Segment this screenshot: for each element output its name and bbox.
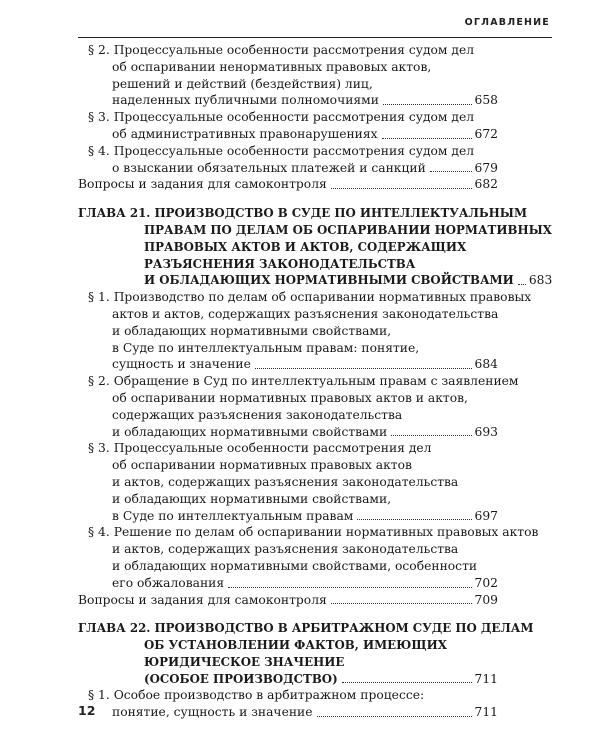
toc-page-number: 709 xyxy=(474,592,498,607)
section-gap xyxy=(78,193,498,205)
toc-page-number: 684 xyxy=(474,357,498,372)
toc-section-entry[interactable] xyxy=(78,109,498,143)
toc-line-text: в Суде по интеллектуальным правам: понятие, xyxy=(112,340,420,355)
toc-line-text: § 1. Производство по делам об оспаривании нормативных правовых xyxy=(88,290,532,305)
toc-page-number: 682 xyxy=(474,177,498,192)
toc-line-text: об оспаривании нормативных правовых актов xyxy=(112,458,412,473)
toc-line xyxy=(78,76,498,93)
toc-line xyxy=(78,592,498,609)
toc-line xyxy=(78,222,552,239)
toc-section-entry[interactable] xyxy=(78,373,519,440)
toc-review-entry[interactable] xyxy=(78,176,498,193)
dot-leader xyxy=(391,435,471,436)
toc-line-text: ГЛАВА 22. ПРОИЗВОДСТВО В АРБИТРАЖНОМ СУДЕ ПО ДЕЛАМ xyxy=(78,621,534,636)
toc-line-text: содержащих разъяснения законодательства xyxy=(112,407,403,422)
toc-section-entry[interactable] xyxy=(78,143,498,177)
toc-line xyxy=(78,289,532,306)
toc-line xyxy=(78,440,498,457)
toc-line xyxy=(78,356,498,373)
toc-line-text: ГЛАВА 21. ПРОИЗВОДСТВО В СУДЕ ПО ИНТЕЛЛЕКТУАЛЬНЫМ xyxy=(78,206,528,221)
toc-line xyxy=(78,457,498,474)
toc-line xyxy=(78,620,534,637)
toc-line xyxy=(78,654,498,671)
toc-line xyxy=(78,671,498,688)
toc-line xyxy=(78,390,498,407)
toc-line xyxy=(78,541,498,558)
dot-leader xyxy=(357,519,471,520)
dot-leader xyxy=(255,368,472,369)
toc-line-text: РАЗЪЯСНЕНИЯ ЗАКОНОДАТЕЛЬСТВА xyxy=(144,256,416,271)
toc-line xyxy=(78,205,528,222)
toc-chapter-entry[interactable] xyxy=(78,620,534,687)
toc-page-number: 711 xyxy=(474,671,498,686)
running-title: ОГЛАВЛЕНИЕ xyxy=(464,17,550,28)
toc-page-number: 711 xyxy=(474,705,498,720)
toc-line-text: и актов, содержащих разъяснения законодательства xyxy=(112,542,459,557)
toc-line-text: понятие, сущность и значение xyxy=(112,705,313,720)
toc-line-text: и обладающих нормативными свойствами, особенности xyxy=(112,558,478,573)
toc-page-number: 697 xyxy=(474,508,498,523)
toc-line xyxy=(78,474,498,491)
toc-section-entry[interactable] xyxy=(78,524,539,591)
toc-line-text: в Суде по интеллектуальным правам xyxy=(112,508,354,523)
toc-page-number: 693 xyxy=(474,424,498,439)
toc-line-text: его обжалования xyxy=(112,575,225,590)
toc-line xyxy=(78,637,498,654)
toc-line-text: Вопросы и задания для самоконтроля xyxy=(78,592,327,607)
toc-line xyxy=(78,143,498,160)
toc-line xyxy=(78,407,498,424)
dot-leader xyxy=(331,188,472,189)
toc-section-entry[interactable] xyxy=(78,687,498,721)
dot-leader xyxy=(342,682,472,683)
toc-line xyxy=(78,575,498,592)
toc-page-number: 672 xyxy=(474,126,498,141)
toc-line-text: об оспаривании нормативных правовых актов и актов, xyxy=(112,390,468,405)
toc-line-text: § 3. Процессуальные особенности рассмотрения судом дел xyxy=(88,110,475,125)
toc-line-text: ПРАВАМ ПО ДЕЛАМ ОБ ОСПАРИВАНИИ НОРМАТИВНЫХ xyxy=(144,222,552,237)
toc-section-entry[interactable] xyxy=(78,42,498,109)
toc-line xyxy=(78,42,498,59)
toc-line xyxy=(78,59,498,76)
page-number: 12 xyxy=(78,703,96,718)
toc-line-text: сущность и значение xyxy=(112,357,251,372)
toc-section-entry[interactable] xyxy=(78,440,498,524)
toc-line-text: наделенных публичными полномочиями xyxy=(112,93,379,108)
toc-line xyxy=(78,524,539,541)
toc-chapter-entry[interactable] xyxy=(78,205,553,289)
toc-page-number: 702 xyxy=(474,575,498,590)
toc-line-text: § 2. Обращение в Суд по интеллектуальным правам с заявлением xyxy=(88,374,519,389)
toc-line xyxy=(78,256,498,273)
toc-line-text: решений и действий (бездействия) лиц, xyxy=(112,76,373,91)
dot-leader xyxy=(383,104,472,105)
toc-line-text: и актов, содержащих разъяснения законодательства xyxy=(112,474,459,489)
dot-leader xyxy=(228,587,471,588)
toc-line xyxy=(78,272,553,289)
dot-leader xyxy=(331,603,472,604)
toc-line-text: об оспаривании ненормативных правовых актов, xyxy=(112,59,432,74)
toc-line-text: § 4. Решение по делам об оспаривании нормативных правовых актов xyxy=(88,525,539,540)
toc-line-text: Вопросы и задания для самоконтроля xyxy=(78,177,327,192)
toc-line-text: об административных правонарушениях xyxy=(112,126,378,141)
dot-leader xyxy=(430,171,472,172)
toc-line-text: § 2. Процессуальные особенности рассмотрения судом дел xyxy=(88,43,475,57)
toc-line xyxy=(78,109,498,126)
toc-line-text: и обладающих нормативными свойствами, xyxy=(112,323,392,338)
toc-line-text: § 3. Процессуальные особенности рассмотрения дел xyxy=(88,441,432,456)
toc-line xyxy=(78,160,498,177)
toc-line xyxy=(78,340,498,357)
table-of-contents xyxy=(78,42,553,721)
toc-line xyxy=(78,508,498,525)
dot-leader xyxy=(317,716,472,717)
toc-line xyxy=(78,176,498,193)
toc-line-text: и обладающих нормативными свойствами, xyxy=(112,491,392,506)
toc-line-text: ОБ УСТАНОВЛЕНИИ ФАКТОВ, ИМЕЮЩИХ xyxy=(144,638,447,653)
toc-line xyxy=(78,704,498,721)
toc-line-text: § 1. Особое производство в арбитражном процессе: xyxy=(88,688,425,703)
toc-line-text: (ОСОБОЕ ПРОИЗВОДСТВО) xyxy=(144,671,338,686)
toc-line xyxy=(78,92,498,109)
toc-line-text: о взыскании обязательных платежей и санкций xyxy=(112,160,426,175)
toc-page-number: 683 xyxy=(528,273,553,288)
header-rule xyxy=(78,37,552,38)
toc-page-number: 658 xyxy=(474,93,498,108)
toc-line-text: и обладающих нормативными свойствами xyxy=(112,424,388,439)
toc-line-text: § 4. Процессуальные особенности рассмотрения судом дел xyxy=(88,143,475,158)
toc-line xyxy=(78,126,498,143)
toc-line xyxy=(78,424,498,441)
toc-line xyxy=(78,373,519,390)
toc-section-entry[interactable] xyxy=(78,289,532,373)
toc-line-text: ЮРИДИЧЕСКОЕ ЗНАЧЕНИЕ xyxy=(144,654,345,669)
toc-line xyxy=(78,491,498,508)
toc-line-text: актов и актов, содержащих разъяснения законодательства xyxy=(112,306,499,321)
dot-leader xyxy=(518,284,526,285)
toc-line xyxy=(78,239,498,256)
dot-leader xyxy=(382,138,472,139)
toc-line xyxy=(78,558,498,575)
toc-line-text: ПРАВОВЫХ АКТОВ И АКТОВ, СОДЕРЖАЩИХ xyxy=(144,239,467,254)
toc-line xyxy=(78,323,498,340)
toc-line xyxy=(78,306,498,323)
section-gap xyxy=(78,608,498,620)
toc-page-number: 679 xyxy=(474,160,498,175)
toc-review-entry[interactable] xyxy=(78,592,498,609)
toc-line-text: И ОБЛАДАЮЩИХ НОРМАТИВНЫМИ СВОЙСТВАМИ xyxy=(144,273,514,288)
toc-line xyxy=(78,687,498,704)
